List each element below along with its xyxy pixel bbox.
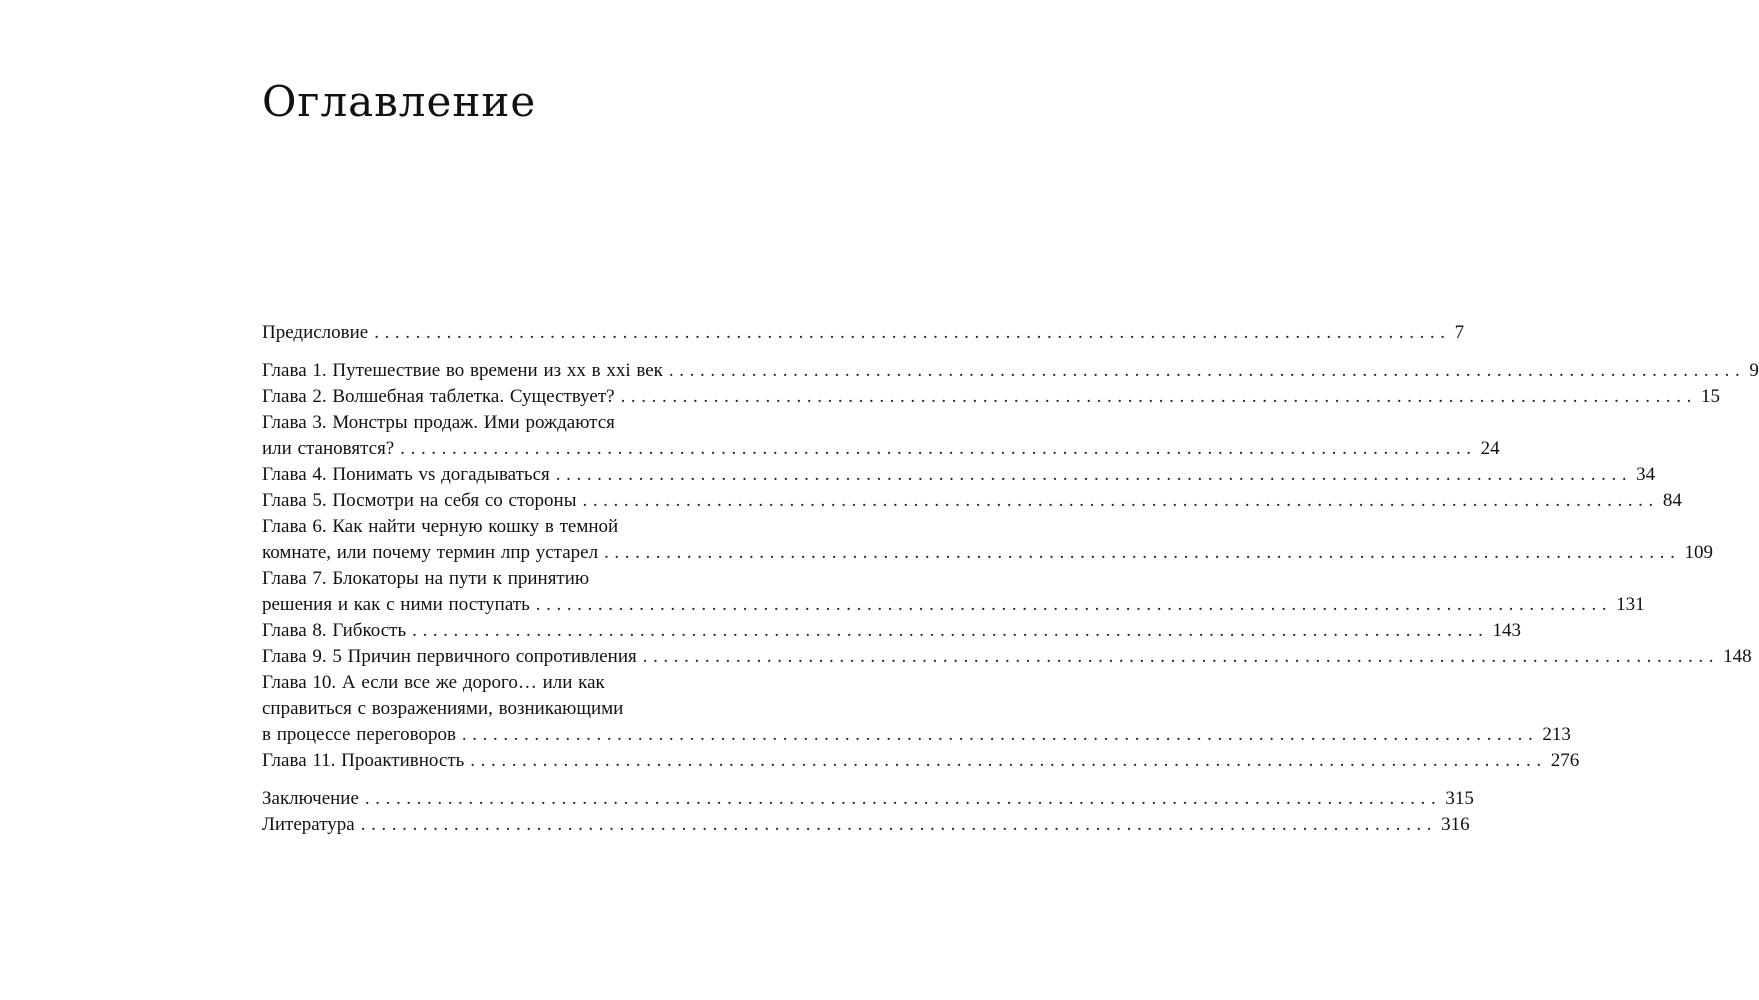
toc-entry-line (262, 384, 1720, 410)
toc-entry-line (262, 748, 1580, 774)
toc-entry-title: Глава 8. Гибкость (262, 620, 407, 641)
toc-page-number: 84 (1662, 490, 1682, 511)
toc-entry (262, 748, 1580, 774)
toc-page-number: 213 (1542, 724, 1571, 745)
toc-page-number: 276 (1550, 750, 1580, 771)
toc-entry-title: Предисловие (262, 322, 369, 343)
toc-page-number: 131 (1616, 594, 1645, 615)
toc-entry-line (262, 592, 1645, 618)
toc-entry-title: Заключение (262, 788, 359, 809)
toc-entry (262, 488, 1682, 514)
toc-entry (262, 358, 1759, 384)
toc-entry-title: Глава 9. 5 Причин первичного сопротивления (262, 646, 637, 667)
toc-entry (262, 384, 1720, 410)
dot-leader: ........................................................................................................ (604, 542, 1681, 563)
toc-entry-title: Глава 2. Волшебная таблетка. Существует? (262, 386, 615, 407)
toc-entry-title: Глава 11. Проактивность (262, 750, 465, 771)
dot-leader: ........................................................................................................ (620, 386, 1697, 407)
dot-leader: ........................................................................................................ (374, 322, 1451, 343)
toc-entry-title: справиться с возражениями, возникающими (262, 698, 624, 719)
toc-page-number: 34 (1636, 464, 1656, 485)
toc-entry-line (262, 488, 1682, 514)
toc-page-number: 109 (1684, 542, 1713, 563)
toc-entry-title: комнате, или почему термин лпр устарел (262, 542, 599, 563)
toc-entry-title: Глава 7. Блокаторы на пути к принятию (262, 568, 590, 589)
dot-leader: ........................................................................................................ (461, 724, 1539, 745)
dot-leader: ........................................................................................................ (400, 438, 1477, 459)
toc-entry (262, 462, 1656, 488)
toc-entry-line (262, 320, 1465, 346)
toc-entry-line (262, 462, 1656, 488)
dot-leader: ........................................................................................................ (412, 620, 1489, 641)
toc-entry (262, 618, 1522, 644)
toc-entry-line (262, 786, 1474, 812)
toc-entry-title: в процессе переговоров (262, 724, 456, 745)
toc-entry-line (262, 514, 728, 540)
toc-entry-line (262, 618, 1522, 644)
table-of-contents (262, 320, 1759, 838)
toc-entry-line (262, 566, 728, 592)
toc-entry (262, 644, 1752, 670)
toc-entry-title: Глава 5. Посмотри на себя со стороны (262, 490, 577, 511)
toc-entry-line (262, 722, 1571, 748)
dot-leader: ........................................................................................................ (360, 814, 1438, 835)
dot-leader: ........................................................................................................ (642, 646, 1720, 667)
toc-entry-line (262, 812, 1470, 838)
toc-entry (262, 410, 1500, 462)
toc-page-number: 316 (1441, 814, 1470, 835)
toc-entry-line (262, 540, 1713, 566)
toc-page-number: 7 (1454, 322, 1465, 343)
dot-leader: ........................................................................................................ (555, 464, 1633, 485)
toc-entry-title: решения и как с ними поступать (262, 594, 530, 615)
dot-leader: ........................................................................................................ (668, 360, 1746, 381)
toc-entry-line (262, 670, 728, 696)
toc-entry-title: Глава 6. Как найти черную кошку в темной (262, 516, 619, 537)
toc-page-number: 143 (1492, 620, 1522, 641)
toc-entry-line (262, 696, 728, 722)
dot-leader: ........................................................................................................ (470, 750, 1547, 771)
toc-entry-line (262, 436, 1500, 462)
toc-entry-line (262, 410, 728, 436)
toc-entry-title: или становятся? (262, 438, 395, 459)
toc-page-number: 24 (1480, 438, 1500, 459)
toc-page-number: 9 (1749, 360, 1759, 381)
toc-entry (262, 566, 1645, 618)
toc-page-number: 15 (1700, 386, 1720, 407)
toc-entry (262, 812, 1470, 838)
toc-entry (262, 514, 1713, 566)
toc-entry-title: Глава 10. А если все же дорого… или как (262, 672, 605, 693)
toc-page-number: 315 (1445, 788, 1474, 809)
toc-entry (262, 320, 1465, 346)
toc-entry-line (262, 358, 1759, 384)
toc-entry-title: Литература (262, 814, 355, 835)
dot-leader: ........................................................................................................ (582, 490, 1659, 511)
toc-entry (262, 786, 1474, 812)
toc-entry (262, 670, 1571, 748)
toc-entry-title: Глава 4. Понимать vs догадываться (262, 464, 550, 485)
dot-leader: ........................................................................................................ (364, 788, 1442, 809)
toc-entry-title: Глава 1. Путешествие во времени из хх в ххi век (262, 360, 663, 381)
toc-entry-line (262, 644, 1752, 670)
page-title: Оглавление (262, 77, 537, 126)
toc-entry-title: Глава 3. Монстры продаж. Ими рождаются (262, 412, 615, 433)
dot-leader: ........................................................................................................ (535, 594, 1613, 615)
toc-page-number: 148 (1723, 646, 1752, 667)
